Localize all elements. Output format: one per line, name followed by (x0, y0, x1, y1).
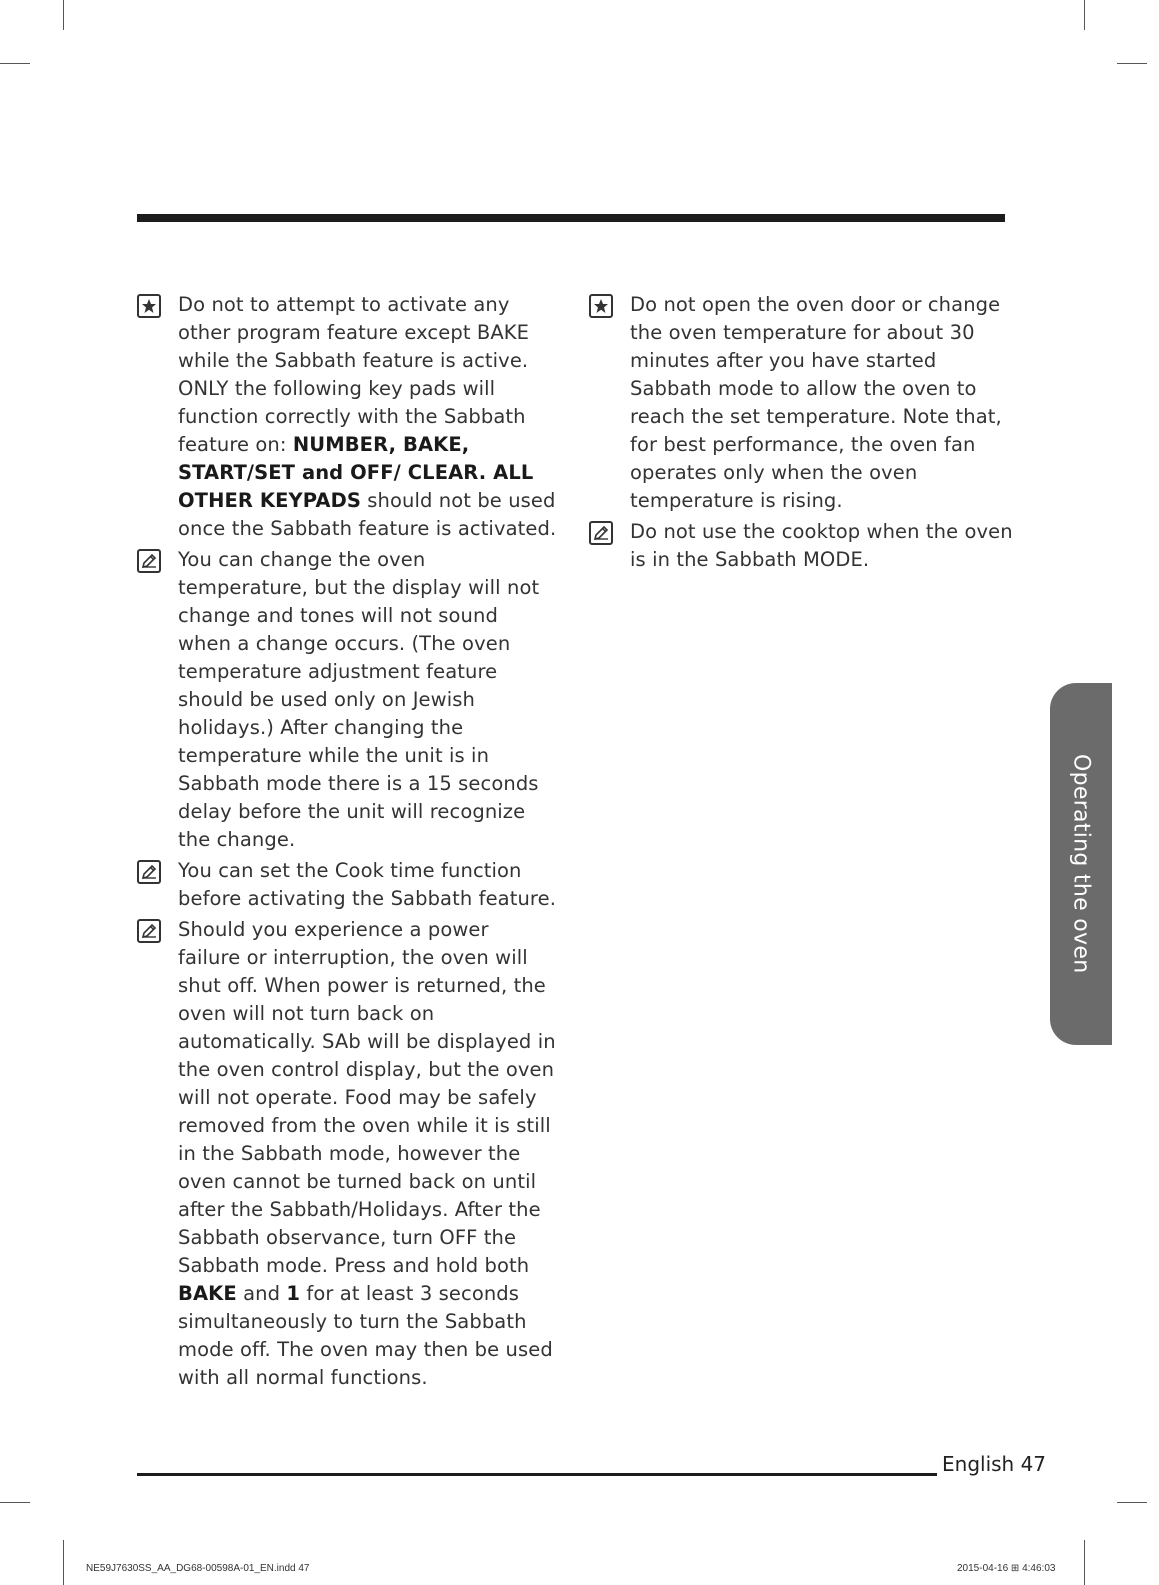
crop-mark (1084, 1540, 1085, 1585)
left-column (137, 291, 557, 1395)
pencil-icon (137, 919, 161, 943)
footer-rule (137, 1473, 937, 1476)
crop-mark (1117, 63, 1147, 64)
crop-mark (1084, 0, 1085, 30)
note-item (137, 291, 557, 543)
note-text-segment: You can set the Cook time function before activating the Sabbath feature. (178, 859, 557, 910)
star-icon (589, 294, 613, 318)
note-text-segment: Do not open the oven door or change the oven temperature for about 30 minutes after you have started Sabbath mode to allow the oven to reach the set temperature. Note that, for best performance, the oven fan operates only when the oven temperature is rising. (630, 293, 1002, 512)
note-text-segment: Do not to attempt to activate any other program feature except BAKE while the Sabbath feature is active. ONLY the following key pads will function correctly with the Sabbath feature on: (178, 293, 530, 456)
header-rule (137, 214, 1005, 222)
note-item (137, 857, 557, 913)
note-item (137, 546, 557, 854)
page-number: English 47 (942, 1452, 1047, 1476)
note-text (630, 291, 1014, 515)
note-item (589, 291, 1014, 515)
right-column (589, 291, 1014, 577)
section-side-tab[interactable] (1050, 683, 1112, 1045)
emphasized-text: BAKE (178, 1282, 237, 1305)
note-text (178, 546, 557, 854)
pencil-icon (137, 549, 161, 573)
crop-mark (63, 0, 64, 30)
note-text-segment: Do not use the cooktop when the oven is in the Sabbath MODE. (630, 520, 1013, 571)
note-text (178, 291, 557, 543)
crop-mark (63, 1540, 64, 1585)
note-item (589, 518, 1014, 574)
note-text-segment: for at least 3 seconds simultaneously to turn the Sabbath mode off. The oven may then be used with all normal functions. (178, 1282, 553, 1389)
note-text-segment: should not be used once the Sabbath feature is activated. (178, 489, 557, 540)
note-item (137, 916, 557, 1392)
note-text-segment: You can change the oven temperature, but the display will not change and tones will not sound when a change occurs. (The oven temperature adjustment feature should be used only on Jewish holidays.) After changing the temperature while the unit is in Sabbath mode there is a 15 seconds delay before the unit will recognize the change. (178, 548, 540, 851)
note-text-segment: and (236, 1282, 287, 1305)
star-icon (137, 294, 161, 318)
crop-mark (1117, 1502, 1147, 1503)
print-timestamp: 2015-04-16 ⊞ 4:46:03 (957, 1563, 1056, 1574)
note-text (178, 857, 557, 913)
pencil-icon (589, 521, 613, 545)
note-text-segment: Should you experience a power failure or interruption, the oven will shut off. When power is returned, the oven will not turn back on automatically. SAb will be displayed in the oven control display, but the oven will not operate. Food may be safely removed from the oven while it is still in the Sabbath mode, however the oven cannot be turned back on until after the Sabbath/Holidays. After the Sabbath observance, turn OFF the Sabbath mode. Press and hold both (178, 918, 556, 1277)
note-text (630, 518, 1014, 574)
side-tab-label: Operating the oven (1068, 754, 1094, 974)
crop-mark (0, 1502, 30, 1503)
note-text (178, 916, 557, 1392)
emphasized-text: 1 (286, 1282, 301, 1305)
crop-mark (0, 63, 30, 64)
pencil-icon (137, 860, 161, 884)
emphasized-text: NUMBER, BAKE, START/SET and OFF/ CLEAR. ALL OTHER KEYPADS (178, 433, 534, 512)
print-file-name: NE59J7630SS_AA_DG68-00598A-01_EN.indd 47 (86, 1563, 310, 1574)
